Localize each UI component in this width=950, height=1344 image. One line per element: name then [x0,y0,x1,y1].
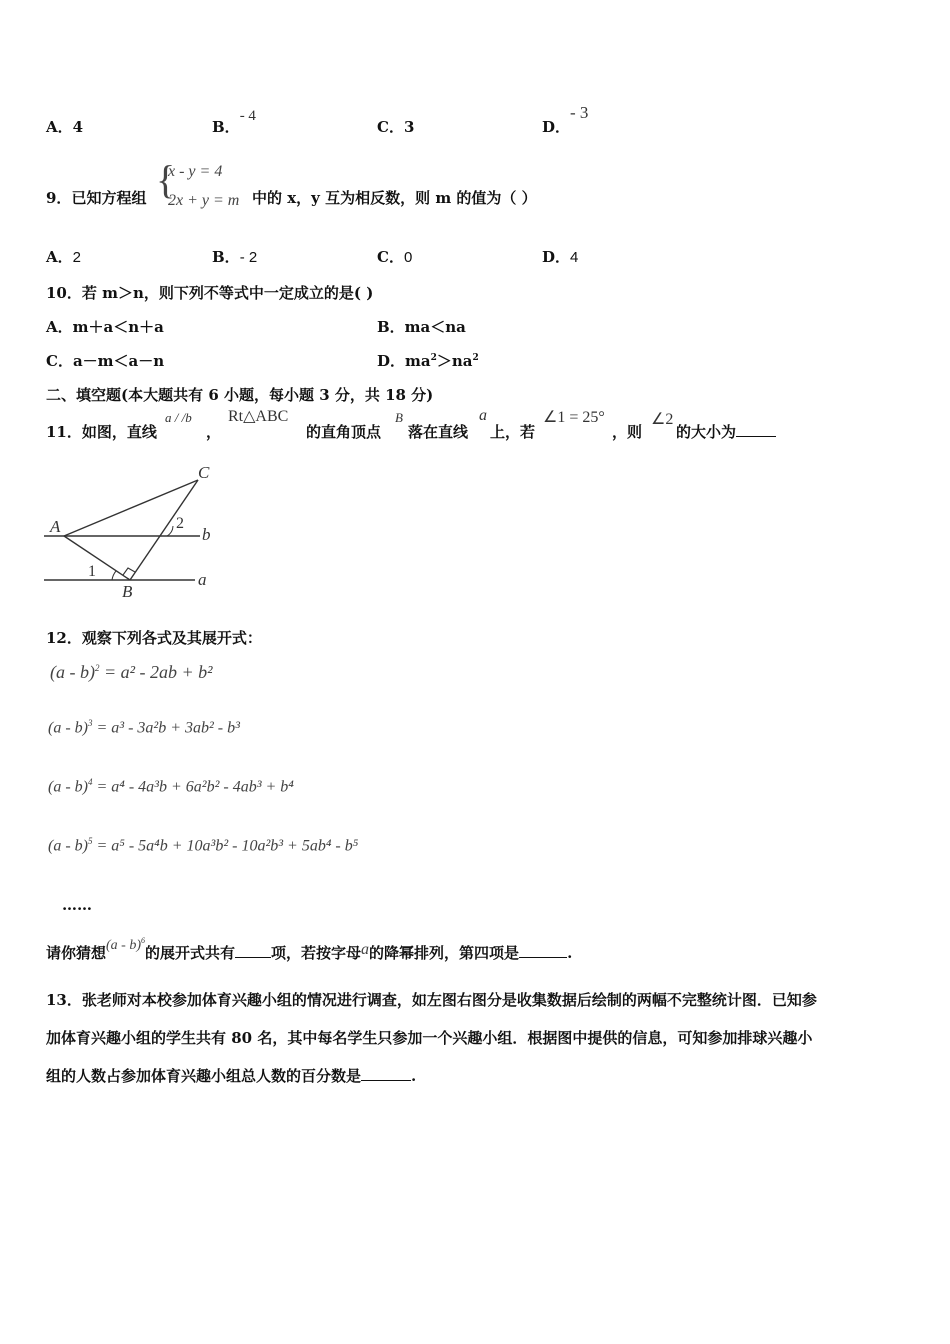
label-angle-2: 2 [176,515,184,532]
system-brace: { [156,157,176,202]
q13-line-1: 13．张老师对本校参加体育兴趣小组的情况进行调查，如左图右图分是收集数据后绘制的两幅不完整统计图．已知参 [46,991,817,1009]
q11-text-7: 的大小为 [676,421,776,442]
q11-text-1: 11．如图，直线 [46,423,157,441]
q9-suffix: 中的 x，y 互为相反数，则 m 的值为（ ） [252,189,537,207]
q11-math-angle1: ∠1 = 25° [543,409,605,426]
label-angle-1: 1 [88,563,96,580]
angle-2-arc [167,526,173,536]
q13-line-3: 组的人数占参加体育兴趣小组总人数的百分数是 . [46,1067,417,1085]
q9-equation-2: 2x + y = m [168,192,240,209]
q12-question: 请你猜想(a - b)$^6$的展开式共有 项，若按字母a的降幂排列，第四项是 . [46,936,573,962]
q10-stem: 10．若 m＞n，则下列不等式中一定成立的是( ) [46,284,374,302]
q11-text-2: ， [206,423,222,441]
q11-math-angle2: ∠2 [651,411,674,428]
q12-blank-terms[interactable] [235,943,271,958]
label-b-point: B [122,582,133,600]
q11-math-b: B [395,410,403,425]
q11-text-6: ，则 [612,423,643,441]
q9-option-c: C．0 [377,248,413,266]
q8-option-b: B．- 4 [212,108,256,136]
q9-option-a: A．2 [46,248,81,266]
label-c-point: C [198,463,210,482]
q10-option-b: B．ma＜na [377,318,466,336]
angle-1-arc [112,571,116,580]
label-line-a: a [198,570,207,589]
q12-stem: 12．观察下列各式及其展开式： [46,629,262,647]
q8-option-d: D．- 3 [542,103,589,136]
q9-number: 9．已知方程组 [46,189,147,207]
q9-option-b: B．- 2 [212,248,258,266]
q11-text-3: 的直角顶点 [306,423,382,441]
q13-answer-blank[interactable] [361,1066,411,1081]
q11-text-5: 上，若 [490,423,536,441]
q11-math-a: a [479,407,487,424]
side-bc [130,480,198,580]
q12-formula-1: (a - b)$^2$ = a² - 2ab + b² [50,662,213,682]
q12-blank-fourth-term[interactable] [519,943,567,958]
triangle-figure [40,460,220,600]
q11-math-triangle: Rt△ABC [228,408,289,425]
q10-option-d: D．$ma^2>na^2$ [377,352,479,370]
side-ab [64,536,130,580]
q13-line-2: 加体育兴趣小组的学生共有 80 名，其中每名学生只参加一个兴趣小组．根据图中提供的信息，可知参加排球兴趣小 [46,1029,813,1047]
q9-option-d: D．4 [542,248,579,266]
q12-formula-4: (a - b)$^5$ = a⁵ - 5a⁴b + 10a³b² - 10a²b³ + 5ab⁴ - b⁵ [48,836,359,855]
q12-formula-3: (a - b)$^4$ = a⁴ - 4a³b + 6a²b² - 4ab³ + b⁴ [48,777,294,796]
q12-formula-2: (a - b)$^3$ = a³ - 3a²b + 3ab² - b³ [48,718,240,737]
right-angle-mark [123,568,135,575]
section-title: 二、填空题(本大题共有 6 小题，每小题 3 分，共 18 分) [46,386,434,404]
q10-option-a: A．m＋a＜n＋a [46,318,164,336]
q11-answer-blank[interactable] [736,422,776,437]
label-a-point: A [50,517,61,536]
q11-text-4: 落在直线 [408,423,469,441]
label-line-b: b [202,525,211,544]
q8-option-c: C．3 [377,118,415,136]
q9-equation-1: x - y = 4 [168,163,223,180]
q12-ellipsis: …… [62,896,92,914]
q8-option-a: A．4 [46,118,84,136]
q10-option-c: C．a－m＜a－n [46,352,165,370]
q11-math-parallel: a / /b [165,410,192,425]
